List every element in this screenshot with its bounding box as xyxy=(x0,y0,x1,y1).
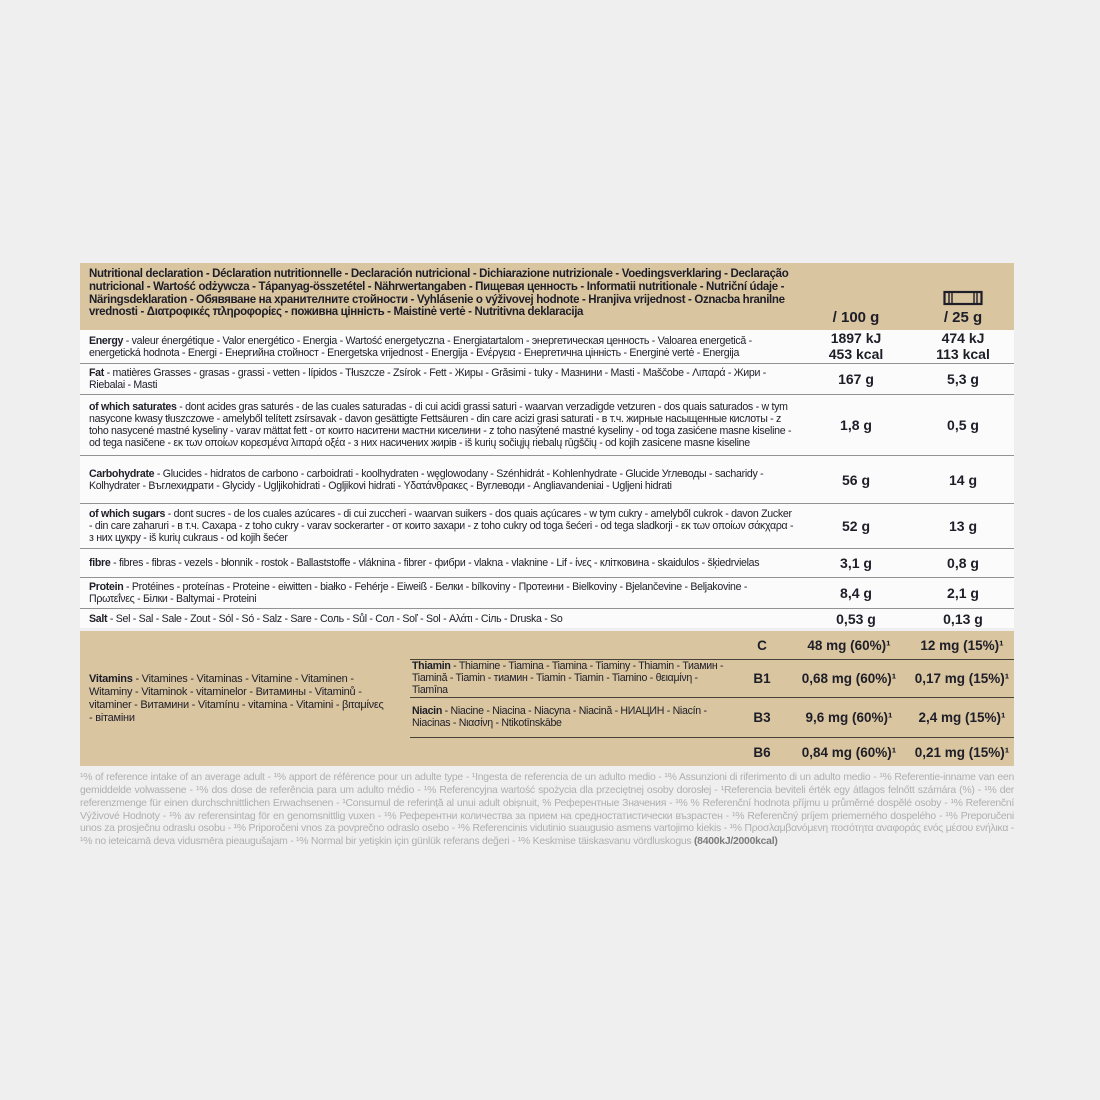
row-energy xyxy=(80,330,1014,364)
row-protein xyxy=(80,578,1014,609)
row-fat-label: Fat - matières Grasses - grasas - grassi - vetten - lípidos - Tłuszcze - Zsírok - Fett - Жиры - Grăsimi - tuky - Мазнини - Masti - Maščobe - Λιπαρά - Жири - Riebalai - Masti xyxy=(89,367,766,391)
vitamin-b6-letter: B6 xyxy=(753,744,771,760)
vitamin-row-b6 xyxy=(410,737,1014,766)
vitamins-label: Vitamins - Vitamines - Vitaminas - Vitamine - Vitaminen - Witaminy - Vitaminok - vitaminelor - Витамины - Vitaminů - vitaminer - Витамини - Vitamínu - vitamina - Vitamini - βιταμίνες - вітаміни xyxy=(89,672,384,724)
row-salt-per100: 0,53 g xyxy=(836,610,876,627)
row-sugars-per100: 52 g xyxy=(841,518,870,534)
row-protein-label: Protein - Protéines - proteínas - Proteine - eiwitten - białko - Fehérje - Eiweiß - Белки - bílkoviny - Протеини - Bielkoviny - Bjelančevine - Beljakovine - Πρωτεΐνες - Білки - Baltymai - Proteini xyxy=(89,581,748,605)
row-sugars-per25: 13 g xyxy=(948,518,977,534)
row-carbohydrate xyxy=(80,456,1014,504)
vitamin-b6-languages xyxy=(410,750,736,754)
vitamin-b3-letter: B3 xyxy=(753,710,771,726)
row-salt xyxy=(80,609,1014,628)
footnote-text: ¹% of reference intake of an average adult - ¹% apport de référence pour un adulte type - ¹Ingesta de referencia de un adulto medio - ¹% Assunzioni di riferimento di un adulto medio - ¹% Referentie-inname van een gemiddelde volwassene - ¹% dos dose de referência para um adulto médio - ¹% Referencyjna wartość spożycia dla przeciętnej osoby dorosłej - ¹Referencia beviteli érték egy átlagos felnőtt számára (%) - ¹% der referenzmenge für einen durchschnittlichen Erwachsenen - ¹Consumul de referință al unui adult obișnuit, % Референтные Значения - ¹% % Referenční hodnota příjmu u průměrné dospělé osoby - ¹% Referenční Výživové Hodnoty - ¹% av referensintag för en genomsnittlig vuxen - ¹% Референтни количества за прием на средностатистически възрастен - ¹% Referenčný príjem priemerného dospelého - ¹% Preporučeni unos za prosječnu odraslu osobu - ¹% Priporočeni vnos za povprečno odraslo osebo - ¹% Referencinis vidutinio suaugusio asmens vartojimo kiekis - ¹% Προσλαμβανόμενη ποσότητα αναφοράς ενός μέσου ενήλικα - ¹% no ieteicamā deva vidusmēra pieaugušajam - ¹% Normal bir yetişkin için günlük referans değeri - ¹% Keskmise täiskasvanu vördluskogus xyxy=(80,772,1014,847)
col-header-per-25g xyxy=(912,263,1014,330)
header-title: Nutritional declaration - Déclaration nutritionnelle - Declaración nutricional - Dichiarazione nutrizionale - Voedingsverklaring - Declaração nutricional - Wartość odżywcza - Tápanyag-összetétel - Nährwertangaben - Пищевая ценность - Informatii nutritionale - Nutriční údaje - Näringsdeklaration - Обявяване на хранителните стойности - Vyhlásenie o výživovej hodnote - Hranjiva vrijednost - Oznacba hranilne vrednosti - Διατροφικές πληροφορίες - поживна цінність - Maistinė vertė - Nutritivna deklaracija xyxy=(89,268,789,319)
row-protein-per25: 2,1 g xyxy=(947,585,979,601)
vitamin-b3-per100: 9,6 mg (60%)¹ xyxy=(805,710,893,726)
vitamins-table xyxy=(410,631,1014,766)
vitamins-band xyxy=(80,631,1014,766)
footnote-energy-basis: (8400kJ/2000kcal) xyxy=(693,835,778,847)
row-salt-label: Salt - Sel - Sal - Sale - Zout - Sól - Só - Salz - Sare - Соль - Sůl - Сол - Soľ - Sol - Αλάτι - Сіль - Druska - So xyxy=(89,612,563,625)
vitamin-b3-languages: Niacin - Niacine - Niacina - Niacyna - Niacină - НИАЦИН - Niacín - Niacinas - Νιασίνη - Ntikotīnskābe xyxy=(412,704,707,729)
row-saturates xyxy=(80,395,1014,456)
row-energy-label: Energy - valeur énergétique - Valor energético - Energia - Wartość energetyczna - Energiatartalom - энергетическая ценность - Valoarea energetică - energetická hodnota - Energi - Енергийна стойност - Energetska vrijednost - Energija - Ενέργεια - Енергетична цінність - Energinė vertė - Energija xyxy=(89,334,752,359)
per-25g-label: / 25 g xyxy=(943,309,983,326)
row-energy-per25: 474 kJ 113 kcal xyxy=(936,330,990,362)
vitamin-b3-per25: 2,4 mg (15%)¹ xyxy=(918,710,1006,726)
row-fibre xyxy=(80,549,1014,578)
vitamin-b6-per25: 0,21 mg (15%)¹ xyxy=(914,744,1010,760)
row-saturates-per100: 1,8 g xyxy=(840,417,872,433)
row-saturates-per25: 0,5 g xyxy=(947,417,979,433)
vitamin-b1-per100: 0,68 mg (60%)¹ xyxy=(801,671,897,687)
vitamin-b1-per25: 0,17 mg (15%)¹ xyxy=(914,671,1010,687)
row-carbohydrate-label: Carbohydrate - Glucides - hidratos de carbono - carboidrati - koolhydraten - węglowodany - Szénhidrát - Kohlenhydrate - Glucide Углеводы - sacharidy - Kolhydrater - Въглехидрати - Glycidy - Ugljikohidrati - Ogljikovi hidrati - Υδατάνθρακες - Вуглеводи - Angliavandeniai - Ugljeni hidrati xyxy=(89,467,764,492)
vitamin-row-b3 xyxy=(410,697,1014,737)
row-fibre-label: fibre - fibres - fibras - vezels - błonnik - rostok - Ballaststoffe - vláknina - fibrer - фибри - vlakna - vlaknine - Lif - ίνες - клітковина - skaidulos - šķiedrvielas xyxy=(89,557,760,569)
row-carbohydrate-per25: 14 g xyxy=(948,471,977,488)
row-saturates-label: of which saturates - dont acides gras saturés - de las cuales saturadas - di cui acidi grassi saturi - waarvan verzadigde vetzuren - dos quais saturados - w tym nasycone kwasy tłuszczowe - amelyből telített zsírsavak - davon gesättigte Fettsäuren - din care acizi grasi saturati - в т.ч. жирные насыщенные кислоты - z toho nasycené mastné kyseliny - varav mättat fett - от които наситени мастни киселини - z toho nasýtené mastné kyseliny - od toga zasićene masne kiseline - od tega nasičene - εκ των οποίων κορεσμένα λιπαρά οξέα - з них насичених жирів - iš kurių sočiųjų riebalų rūgščių - od kojih zasicene masne kiseline xyxy=(89,401,792,449)
row-fibre-per100: 3,1 g xyxy=(840,555,872,571)
reference-intake-footnote xyxy=(80,772,1014,848)
vitamin-b1-languages: Thiamin - Thiamine - Tiamina - Tiamina - Tiaminy - Thiamin - Тиамин - Tiamină - Tiamin - тиамин - Tiamin - Tiamin - Tiamino - θειαμίνη - Tiamīna xyxy=(412,660,724,696)
row-sugars xyxy=(80,504,1014,549)
row-fat-per100: 167 g xyxy=(838,371,874,387)
row-fibre-per25: 0,8 g xyxy=(947,555,979,571)
vitamin-b6-per100: 0,84 mg (60%)¹ xyxy=(801,744,897,760)
wrapped-bar-icon xyxy=(943,290,983,306)
vitamin-c-languages xyxy=(410,643,736,647)
row-fat xyxy=(80,364,1014,395)
vitamin-row-c xyxy=(410,631,1014,659)
row-salt-per25: 0,13 g xyxy=(943,610,983,627)
vitamin-c-letter: C xyxy=(757,637,767,653)
vitamin-row-b1 xyxy=(410,659,1014,697)
row-energy-per100: 1897 kJ 453 kcal xyxy=(828,330,884,362)
vitamin-c-per25: 12 mg (15%)¹ xyxy=(920,637,1004,653)
row-carbohydrate-per100: 56 g xyxy=(841,471,870,488)
row-fat-per25: 5,3 g xyxy=(947,371,979,387)
col-header-per-100g xyxy=(800,263,912,330)
vitamin-c-per100: 48 mg (60%)¹ xyxy=(807,637,891,653)
row-sugars-label: of which sugars - dont sucres - de los cuales azúcares - di cui zuccheri - waarvan suikers - dos quais açúcares - w tym cukry - amelyből cukrok - davon Zucker - din care zaharuri - в т.ч. Сахара - z toho cukry - varav sockerarter - от които захари - z toho cukry od toga šećeri - od tega sladkorji - εκ των οποίων σάκχαρα - з них цукру - iš kurių cukraus - od kojih šećer xyxy=(89,508,794,544)
table-header-band xyxy=(80,263,1014,330)
nutrition-label xyxy=(80,263,1014,849)
per-100g-label: / 100 g xyxy=(832,309,880,326)
row-protein-per100: 8,4 g xyxy=(840,585,872,601)
vitamin-b1-letter: B1 xyxy=(753,671,771,687)
